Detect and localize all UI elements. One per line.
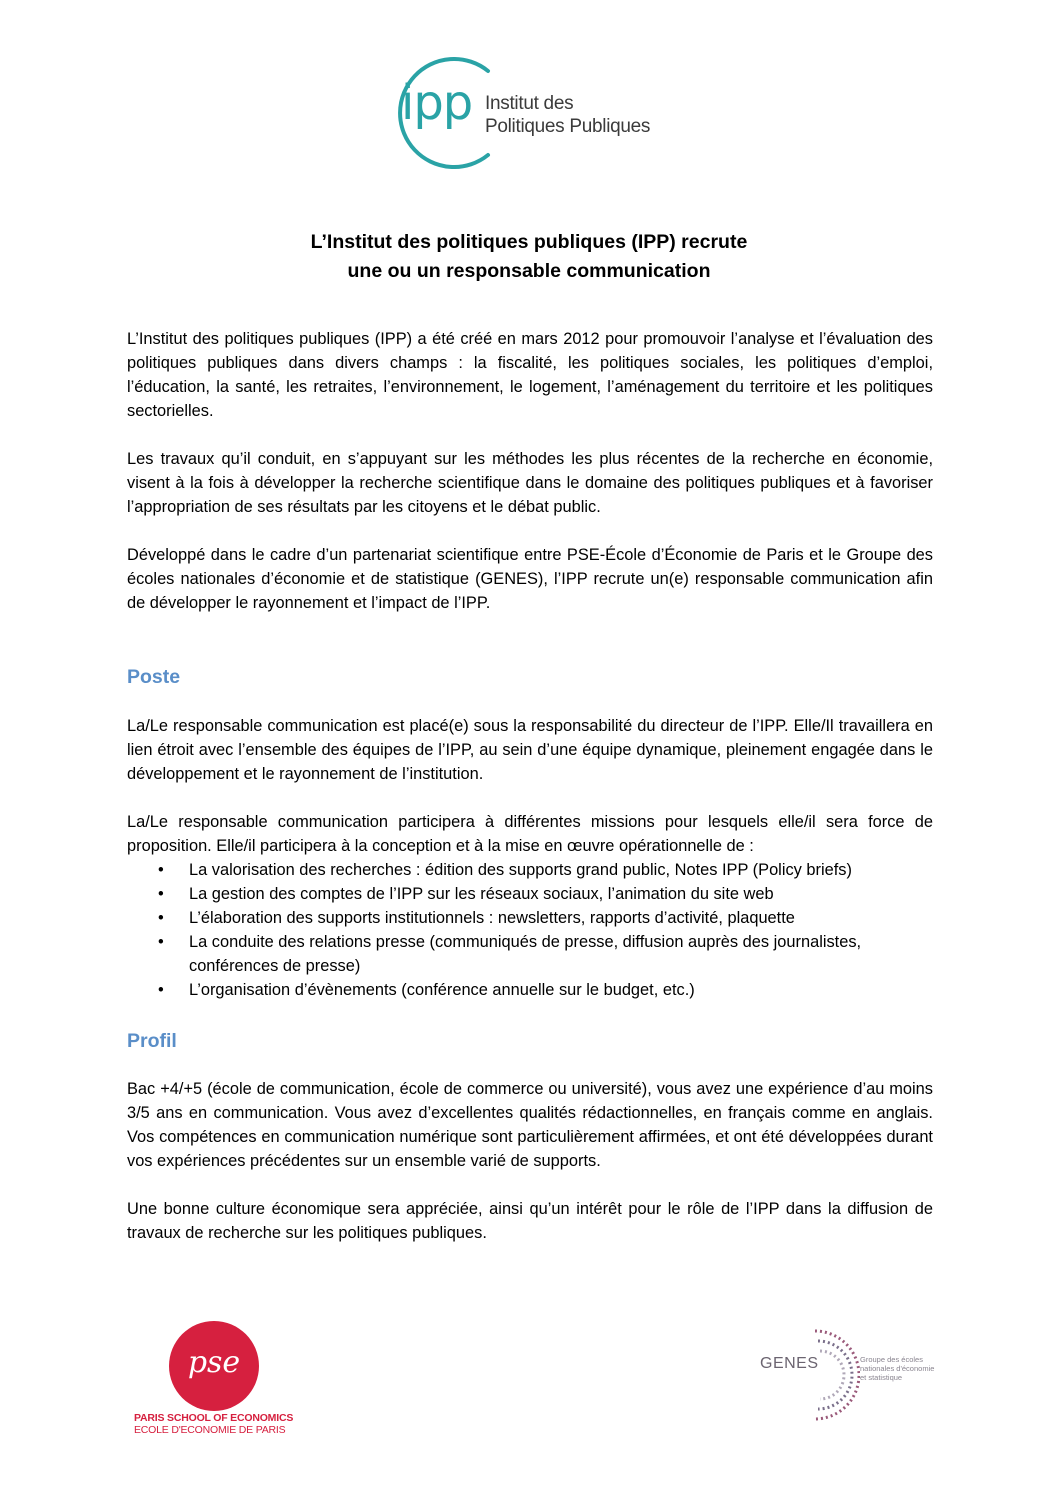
section-heading-poste: Poste xyxy=(127,666,181,688)
ipp-name-line2: Politiques Publiques xyxy=(485,116,651,137)
bullet-icon: • xyxy=(158,861,164,879)
genes-wordmark: GENES xyxy=(760,1355,819,1372)
missions-list xyxy=(127,858,933,1002)
title-line2: une ou un responsable communication xyxy=(347,260,711,282)
profil-paragraph: Une bonne culture économique sera appréciée, ainsi qu’un intérêt pour le rôle de l’IPP dans la diffusion de travaux de recherche sur les politiques publiques. xyxy=(127,1200,933,1242)
list-item-text: L’organisation d’évènements (conférence annuelle sur le budget, etc.) xyxy=(189,981,695,999)
profil-section xyxy=(127,1077,933,1269)
intro-paragraph: L’Institut des politiques publiques (IPP) a été créé en mars 2012 pour promouvoir l’analyse et l’évaluation des politiques publiques dans divers champs : la fiscalité, les politiques sociales, les politiques d’emploi, l’éducation, la santé, les retraites, l’environnement, le logement, l’aménagement du territoire et les politiques sectorielles. xyxy=(127,330,933,420)
list-item xyxy=(127,858,933,882)
genes-subtitle-line: et statistique xyxy=(860,1373,903,1382)
page-title xyxy=(0,228,1058,286)
pse-name-en: PARIS SCHOOL OF ECONOMICS xyxy=(134,1412,294,1424)
svg-text:pse: pse xyxy=(187,1345,241,1380)
ipp-name-line1: Institut des xyxy=(485,93,574,114)
list-item xyxy=(127,978,933,1002)
list-item-text: La conduite des relations presse (communiqués de presse, diffusion auprès des journalistes, conférences de presse) xyxy=(189,933,862,975)
list-item xyxy=(127,930,933,978)
bullet-icon: • xyxy=(158,933,164,951)
intro-paragraph: Les travaux qu’il conduit, en s’appuyant sur les méthodes les plus récentes de la recherche en économie, visent à la fois à développer la recherche scientifique dans le domaine des politiques publiques et à favoriser l’appropriation de ses résultats par les citoyens et le débat public. xyxy=(127,450,933,516)
poste-paragraph: La/Le responsable communication est placé(e) sous la responsabilité du directeur de l’IPP. Elle/Il travaillera en lien étroit avec l’ensemble des équipes de l’IPP, au sein d’une équipe dynamique, pleinement engagée dans le développement et le rayonnement de l’institution. xyxy=(127,717,933,783)
bullet-icon: • xyxy=(158,909,164,927)
poste-paragraph: La/Le responsable communication participera à différentes missions pour lesquels elle/il sera force de proposition. Elle/il participera à la conception et à la mise en œuvre opérationnelle de : xyxy=(127,813,933,855)
genes-arc-icon xyxy=(760,1325,860,1425)
genes-subtitle-line: Groupe des écoles xyxy=(860,1355,923,1364)
poste-section xyxy=(127,714,933,1002)
ipp-logo xyxy=(388,57,678,169)
ipp-abbr: ipp xyxy=(401,75,473,131)
section-heading-profil: Profil xyxy=(127,1030,177,1052)
pse-name-fr: ECOLE D'ECONOMIE DE PARIS xyxy=(134,1424,286,1436)
list-item-text: La valorisation des recherches : édition des supports grand public, Notes IPP (Policy briefs) xyxy=(189,861,852,879)
profil-paragraph: Bac +4/+5 (école de communication, école de commerce ou université), vous avez une expérience d’au moins 3/5 ans en communication. Vous avez d’excellentes qualités rédactionnelles, en français comme en anglais. Vos compétences en communication numérique sont particulièrement affirmées, et ont été développées durant vos expériences précédentes sur un ensemble varié de supports. xyxy=(127,1080,933,1170)
list-item-text: La gestion des comptes de l’IPP sur les réseaux sociaux, l’animation du site web xyxy=(189,885,774,903)
genes-subtitle xyxy=(860,1355,940,1382)
title-line1: L’Institut des politiques publiques (IPP) recrute xyxy=(310,231,748,253)
pse-logo xyxy=(126,1320,294,1460)
list-item-text: L’élaboration des supports institutionnels : newsletters, rapports d’activité, plaquette xyxy=(189,909,795,927)
ipp-full-name xyxy=(485,92,650,138)
list-item xyxy=(127,906,933,930)
list-item xyxy=(127,882,933,906)
intro-paragraph: Développé dans le cadre d’un partenariat scientifique entre PSE-École d’Économie de Paris et le Groupe des écoles nationales d’économie et de statistique (GENES), l’IPP recrute un(e) responsable communication afin de développer le rayonnement et l’impact de l’IPP. xyxy=(127,546,933,612)
genes-logo xyxy=(760,1325,960,1425)
pse-circle-icon xyxy=(126,1320,286,1412)
bullet-icon: • xyxy=(158,981,164,999)
intro-section xyxy=(127,327,933,639)
genes-subtitle-line: nationales d'économie xyxy=(860,1364,935,1373)
bullet-icon: • xyxy=(158,885,164,903)
